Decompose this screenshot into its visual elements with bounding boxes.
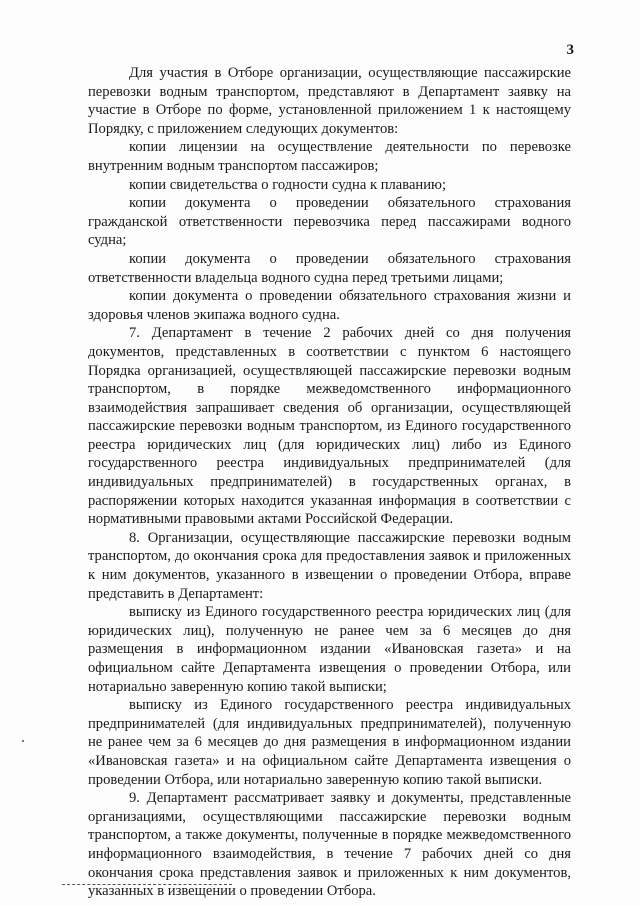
clause-7: 7. Департамент в течение 2 рабочих дней со дня получения документов, представленных в соответствии с пунктом 6 настоящего Порядка организацией, осуществляющей пассажирские перевозки водным транспортом, в порядке межведомственного информационного взаимодействия запрашивает сведения об организации, осуществляющей пассажирские перевозки водным транспортом, из Единого государственного реестра юридических лиц (для юридических лиц) либо из Единого государственного реестра индивидуальных предпринимателей (для индивидуальных предпринимателей) в государственных органах, в распоряжении которых находится указанная информация в соответствии с нормативными правовыми актами Российской Федерации. <box>88 325 571 528</box>
clause-8-extract-legal-entities: выписку из Единого государственного реестра юридических лиц (для юридических лиц), полученную не ранее чем за 6 месяцев до дня размещения в информационном издании «Ивановская газета» и на официальном сайте Департамента извещения о проведении Отбора, или нотариально заверенную копию такой выписки; <box>88 604 571 695</box>
document-body <box>88 64 571 901</box>
list-item-seaworthiness-certificate: копии свидетельства о годности судна к плаванию; <box>129 176 447 193</box>
paragraph-participation: Для участия в Отборе организации, осуществляющие пассажирские перевозки водным транспортом, представляют в Департамент заявку на участие в Отборе по форме, установленной приложением 1 к настоящему Порядку, с приложением следующих документов: <box>88 65 571 137</box>
clause-8-extract-entrepreneurs: выписку из Единого государственного реестра индивидуальных предпринимателей (для индивидуальных предпринимателей), полученную не ранее чем за 6 месяцев до дня размещения в информационном издании «Ивановская газета» и на официальном сайте Департамента извещения о проведении Отбора, или нотариально заверенную копию такой выписки. <box>88 697 571 788</box>
clause-9: 9. Департамент рассматривает заявку и документы, представленные организациями, осуществляющими пассажирские перевозки водным транспортом, а также документы, полученные в порядке межведомственного информационного взаимодействия, в течение 7 рабочих дней со дня окончания срока представления заявок и приложенных к ним документов, указанных в извещении о проведении Отбора. <box>88 790 571 900</box>
page-number: 3 <box>566 42 574 58</box>
list-item-owner-insurance: копии документа о проведении обязательного страхования ответственности владельца водного судна перед третьими лицами; <box>88 250 571 286</box>
footer-separator-line <box>62 884 232 885</box>
list-item-crew-insurance: копии документа о проведении обязательного страхования жизни и здоровья членов экипажа водного судна. <box>88 288 571 323</box>
list-item-carrier-insurance: копии документа о проведении обязательного страхования гражданской ответственности перевозчика перед пассажирами водного судна; <box>88 195 571 249</box>
list-item-license-copies: копии лицензии на осуществление деятельности по перевозке внутренним водным транспортом пассажиров; <box>88 139 571 174</box>
scan-speck <box>22 740 24 742</box>
clause-8: 8. Организации, осуществляющие пассажирские перевозки водным транспортом, до окончания срока для предоставления заявок и приложенных к ним документов, указанного в извещении о проведении Отбора, вправе представить в Департамент: <box>88 529 571 602</box>
